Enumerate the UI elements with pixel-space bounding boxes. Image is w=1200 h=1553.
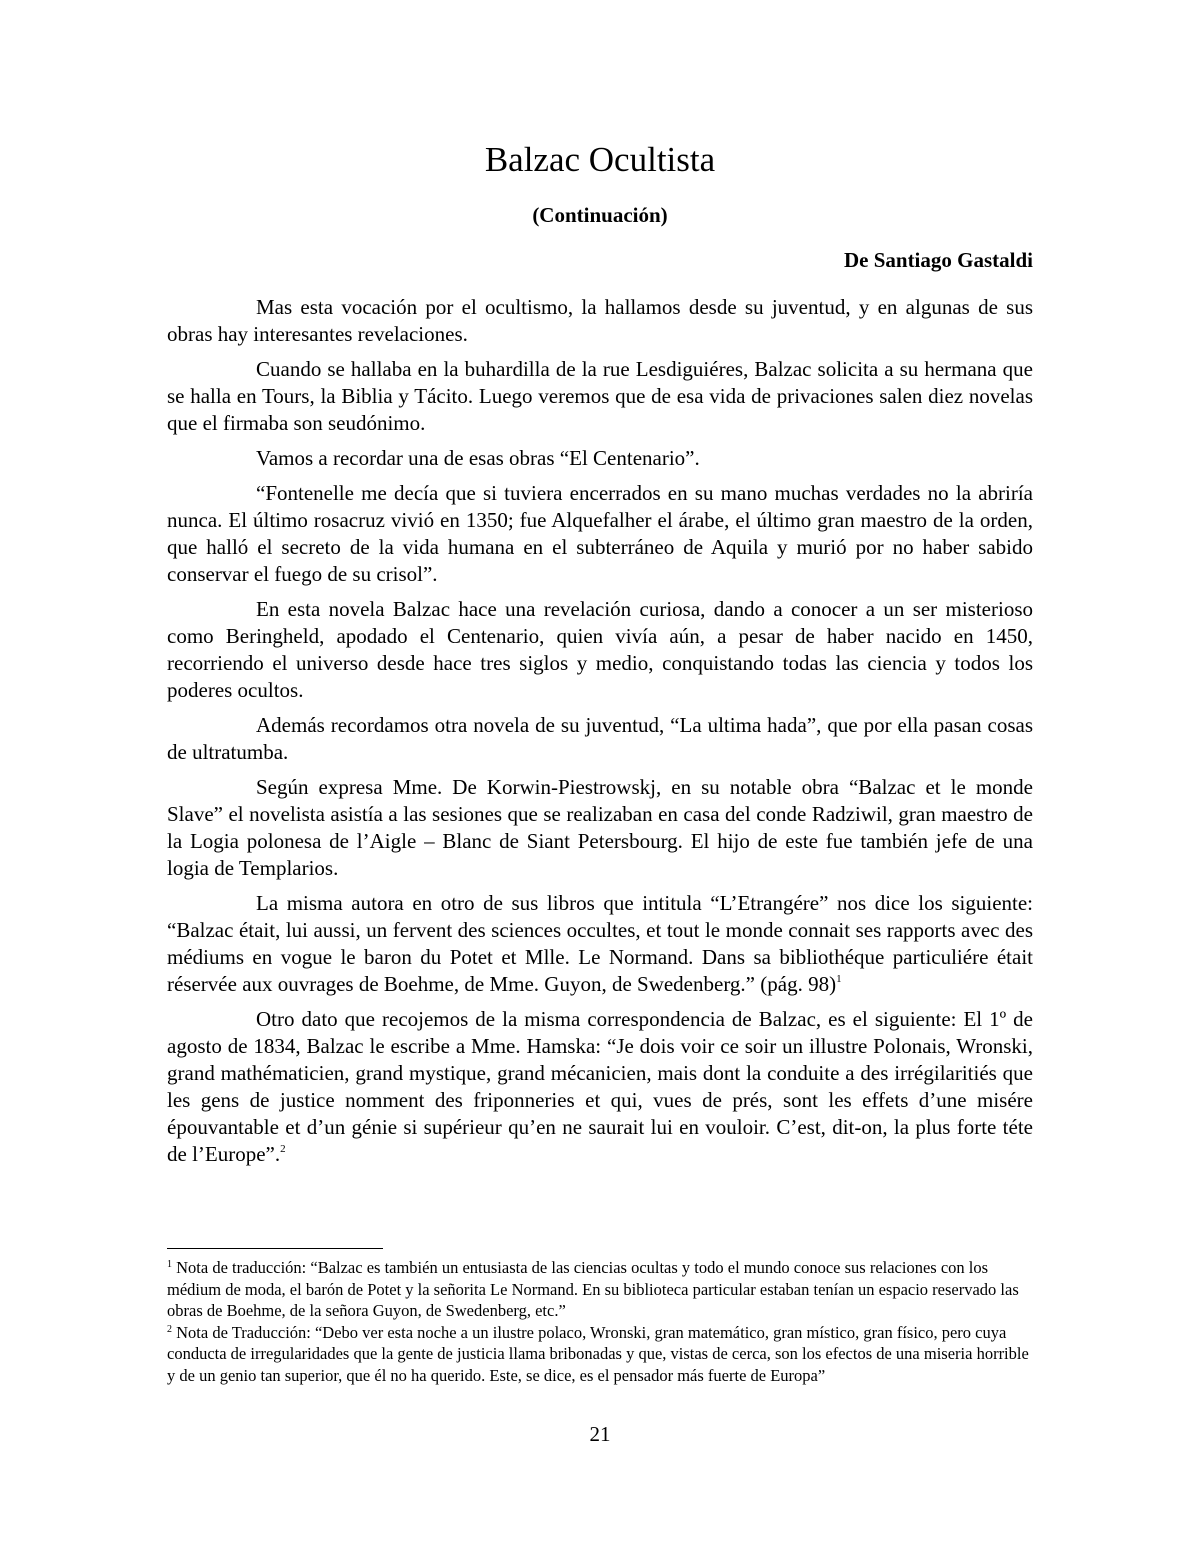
footnote: $^2$ Nota de Traducción: “Debo ver esta noche a un ilustre polaco, Wronski, gran matemático, gran místico, gran físico, pero cuya conducta de irregularidades que la gente de justicia llama bribonadas y que, vistas de cerca, son los efectos de una miseria horrible y de un genio tan superior, que él no ha querido. Este, se dice, es el pensador más fuerte de Europa”: [167, 1322, 1029, 1385]
paragraph: Mas esta vocación por el ocultismo, la hallamos desde su juventud, y en algunas de sus obras hay interesantes revelaciones.: [167, 295, 1033, 346]
footnote-ref[interactable]: 2: [280, 1143, 286, 1155]
article-body: [167, 294, 1033, 1176]
paragraph: La misma autora en otro de sus libros que intitula “L’Etrangére” nos dice los siguiente: “Balzac était, lui aussi, un fervent des sciences occultes, et tout le monde connait ses rapports avec des médiums en vogue le baron du Potet et Mlle. Le Normand. Dans sa bibliothéque particuliére était réservée aux ouvrages de Boehme, de Mme. Guyon, de Swedenberg.” (pág. 98)$^1$: [167, 891, 1033, 996]
article-subtitle: (Continuación): [532, 203, 668, 227]
page-number: 21: [589, 1422, 611, 1446]
paragraph: En esta novela Balzac hace una revelación curiosa, dando a conocer a un ser misterioso como Beringheld, apodado el Centenario, quien vivía aún, a pesar de haber nacido en 1450, recorriendo el universo desde hace tres siglos y medio, conquistando todas las ciencia y todos los poderes ocultos.: [167, 597, 1033, 702]
article-title: Balzac Ocultista: [484, 140, 716, 179]
paragraph: Cuando se hallaba en la buhardilla de la rue Lesdiguiéres, Balzac solicita a su hermana que se halla en Tours, la Biblia y Tácito. Luego veremos que de esa vida de privaciones salen diez novelas que el firmaba son seudónimo.: [167, 357, 1033, 435]
paragraph: Según expresa Mme. De Korwin-Piestrowskj, en su notable obra “Balzac et le monde Slave” el novelista asistía a las sesiones que se realizaban en casa del conde Radziwil, gran maestro de la Logia polonesa de l’Aigle – Blanc de Siant Petersbourg. El hijo de este fue también jefe de una logia de Templarios.: [167, 775, 1033, 880]
footnote-divider: [167, 1248, 383, 1249]
footnote: $^1$ Nota de traducción: “Balzac es también un entusiasta de las ciencias ocultas y todo el mundo conoce sus relaciones con los médium de moda, el barón de Potet y la señorita Le Normand. En su biblioteca particular estaban tenían un espacio reservado las obras de Boehme, de la señora Guyon, de Swedenberg, etc.”: [167, 1258, 1019, 1320]
paragraph: Otro dato que recojemos de la misma correspondencia de Balzac, es el siguiente: El 1º de agosto de 1834, Balzac le escribe a Mme. Hamska: “Je dois voir ce soir un illustre Polonais, Wronski, grand mathématicien, grand mystique, grand mécanicien, mais dont la conduite a des irrégilaritiés que les gens de justice nomment des friponneries et qui, vues de prés, sont les effets d’une misére épouvantable et d’un génie si supérieur qu’en ne saurait lui en vouloir. C’est, dit-on, la plus forte téte de l’Europe”.$^2$: [167, 1007, 1033, 1166]
paragraph: Además recordamos otra novela de su juventud, “La ultima hada”, que por ella pasan cosas de ultratumba.: [167, 713, 1033, 764]
footnote-mark: 2: [167, 1323, 172, 1335]
footnote-ref[interactable]: 1: [836, 973, 842, 985]
paragraph: “Fontenelle me decía que si tuviera encerrados en su mano muchas verdades no la abriría nunca. El último rosacruz vivió en 1350; fue Alquefalher el árabe, el último gran maestro de la orden, que halló el secreto de la vida humana en el subterráneo de Aquila y murió por no haber sabido conservar el fuego de su crisol”.: [167, 481, 1033, 586]
article-author: De Santiago Gastaldi: [843, 248, 1033, 272]
footnote-mark: 1: [167, 1259, 172, 1270]
paragraph: Vamos a recordar una de esas obras “El Centenario”.: [256, 446, 700, 470]
footnotes: [167, 1257, 1033, 1386]
